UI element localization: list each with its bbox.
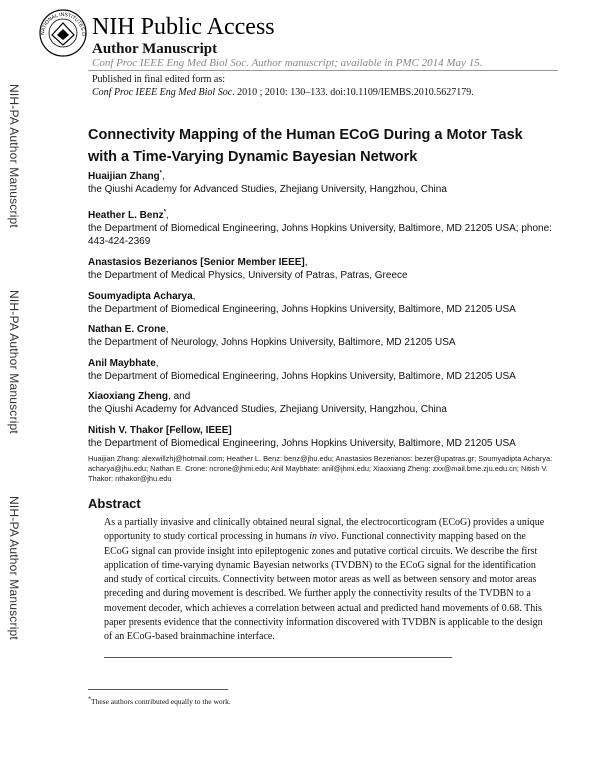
author-name: Xiaoxiang Zheng, and bbox=[88, 391, 191, 402]
abstract-body: As a partially invasive and clinically obtained neural signal, the electrocorticogram (ECoG) provides a unique opportunity to study cortical processing in humans in vivo. Functional connectivity mapping based on the ECoG signal can provide insight into epileptogenic zones and putative cortical circuits. We describe the first application of time-varying dynamic Bayesian networks (TVDBN) to the ECoG signal for the identification and study of cortical circuits. Connectivity between motor areas as well as between sensory and motor areas preceding and during movement is described. We further apply the connectivity results of the TVDBN to a movement decoder, which achieves a correlation between actual and predicted hand movements of 0.68. This paper presents evidence that the connectivity information discovered with TVDBN is applicable to the design of an ECoG-based brainmachine interface. bbox=[104, 517, 545, 643]
author-name: Heather L. Benz*, bbox=[88, 209, 169, 221]
author-affiliation: the Department of Biomedical Engineering, Johns Hopkins University, Baltimore, MD 21205 USA bbox=[88, 371, 516, 382]
author-name: Anastasios Bezerianos [Senior Member IEEE], bbox=[88, 257, 308, 268]
published-label: Published in final edited form as: bbox=[92, 74, 226, 85]
publication-citation bbox=[92, 86, 474, 99]
abstract-heading: Abstract bbox=[88, 496, 141, 511]
author-affiliation: the Department of Neurology, Johns Hopkins University, Baltimore, MD 21205 USA bbox=[88, 337, 456, 348]
pub-details: . 2010 ; 2010: 130–133. doi:10.1109/IEMBS.2010.5627179. bbox=[232, 87, 474, 98]
author-name: Anil Maybhate, bbox=[88, 358, 159, 369]
author-manuscript-label: Author Manuscript bbox=[92, 41, 218, 57]
citation-band: Conf Proc IEEE Eng Med Biol Soc. Author manuscript; available in PMC 2014 May 15. bbox=[92, 57, 483, 69]
pub-journal: Conf Proc IEEE Eng Med Biol Soc bbox=[92, 87, 233, 98]
abstract-divider bbox=[104, 657, 452, 658]
author-name: Nitish V. Thakor [Fellow, IEEE] bbox=[88, 425, 232, 436]
side-label-top: NIH-PA Author Manuscript bbox=[7, 84, 21, 228]
author-affiliation: the Department of Biomedical Engineering, Johns Hopkins University, Baltimore, MD 21205 USA bbox=[88, 438, 516, 449]
author-name: Nathan E. Crone, bbox=[88, 324, 169, 335]
paper-title: Connectivity Mapping of the Human ECoG During a Motor Task with a Time-Varying Dynamic Bayesian Network bbox=[88, 127, 523, 165]
author-affiliation: the Department of Biomedical Engineering, Johns Hopkins University, Baltimore, MD 21205 USA bbox=[88, 304, 516, 315]
side-label-middle: NIH-PA Author Manuscript bbox=[7, 290, 21, 434]
footnote-divider bbox=[88, 689, 228, 690]
nih-logo bbox=[38, 5, 88, 67]
side-label-bottom: NIH-PA Author Manuscript bbox=[7, 496, 21, 640]
author-affiliation: the Department of Medical Physics, University of Patras, Patras, Greece bbox=[88, 270, 408, 281]
author-emails: Huaijian Zhang: alexwillzhj@hotmail.com; Heather L. Benz: benz@jhu.edu; Anastasios Bezerianos: bezer@upatras.gr; Soumyadipta Acharya: acharya@jhu.edu; Nathan E. Crone: ncrone@jhmi.edu; Anil Maybhate: anil@jhmi.edu; Xiaoxiang Zheng: zxx@mail.bme.zju.edu.cn; Nitish V. Thakor: nthakor@jhu.edu bbox=[88, 454, 553, 483]
author-name: Soumyadipta Acharya, bbox=[88, 291, 196, 302]
author-affiliation: the Department of Biomedical Engineering, Johns Hopkins University, Baltimore, MD 21205 USA; phone: 443-424-2369 bbox=[88, 223, 552, 247]
footnote: *These authors contributed equally to the work. bbox=[88, 696, 231, 706]
author-affiliation: the Qiushi Academy for Advanced Studies, Zhejiang University, Hangzhou, China bbox=[88, 184, 447, 195]
logo-text: NATIONAL INSTITUTES O bbox=[39, 11, 87, 37]
author-affiliation: the Qiushi Academy for Advanced Studies, Zhejiang University, Hangzhou, China bbox=[88, 404, 447, 415]
author-name: Huaijian Zhang*, bbox=[88, 170, 165, 182]
header-divider bbox=[88, 70, 558, 71]
nih-public-access-title: NIH Public Access bbox=[92, 14, 275, 40]
